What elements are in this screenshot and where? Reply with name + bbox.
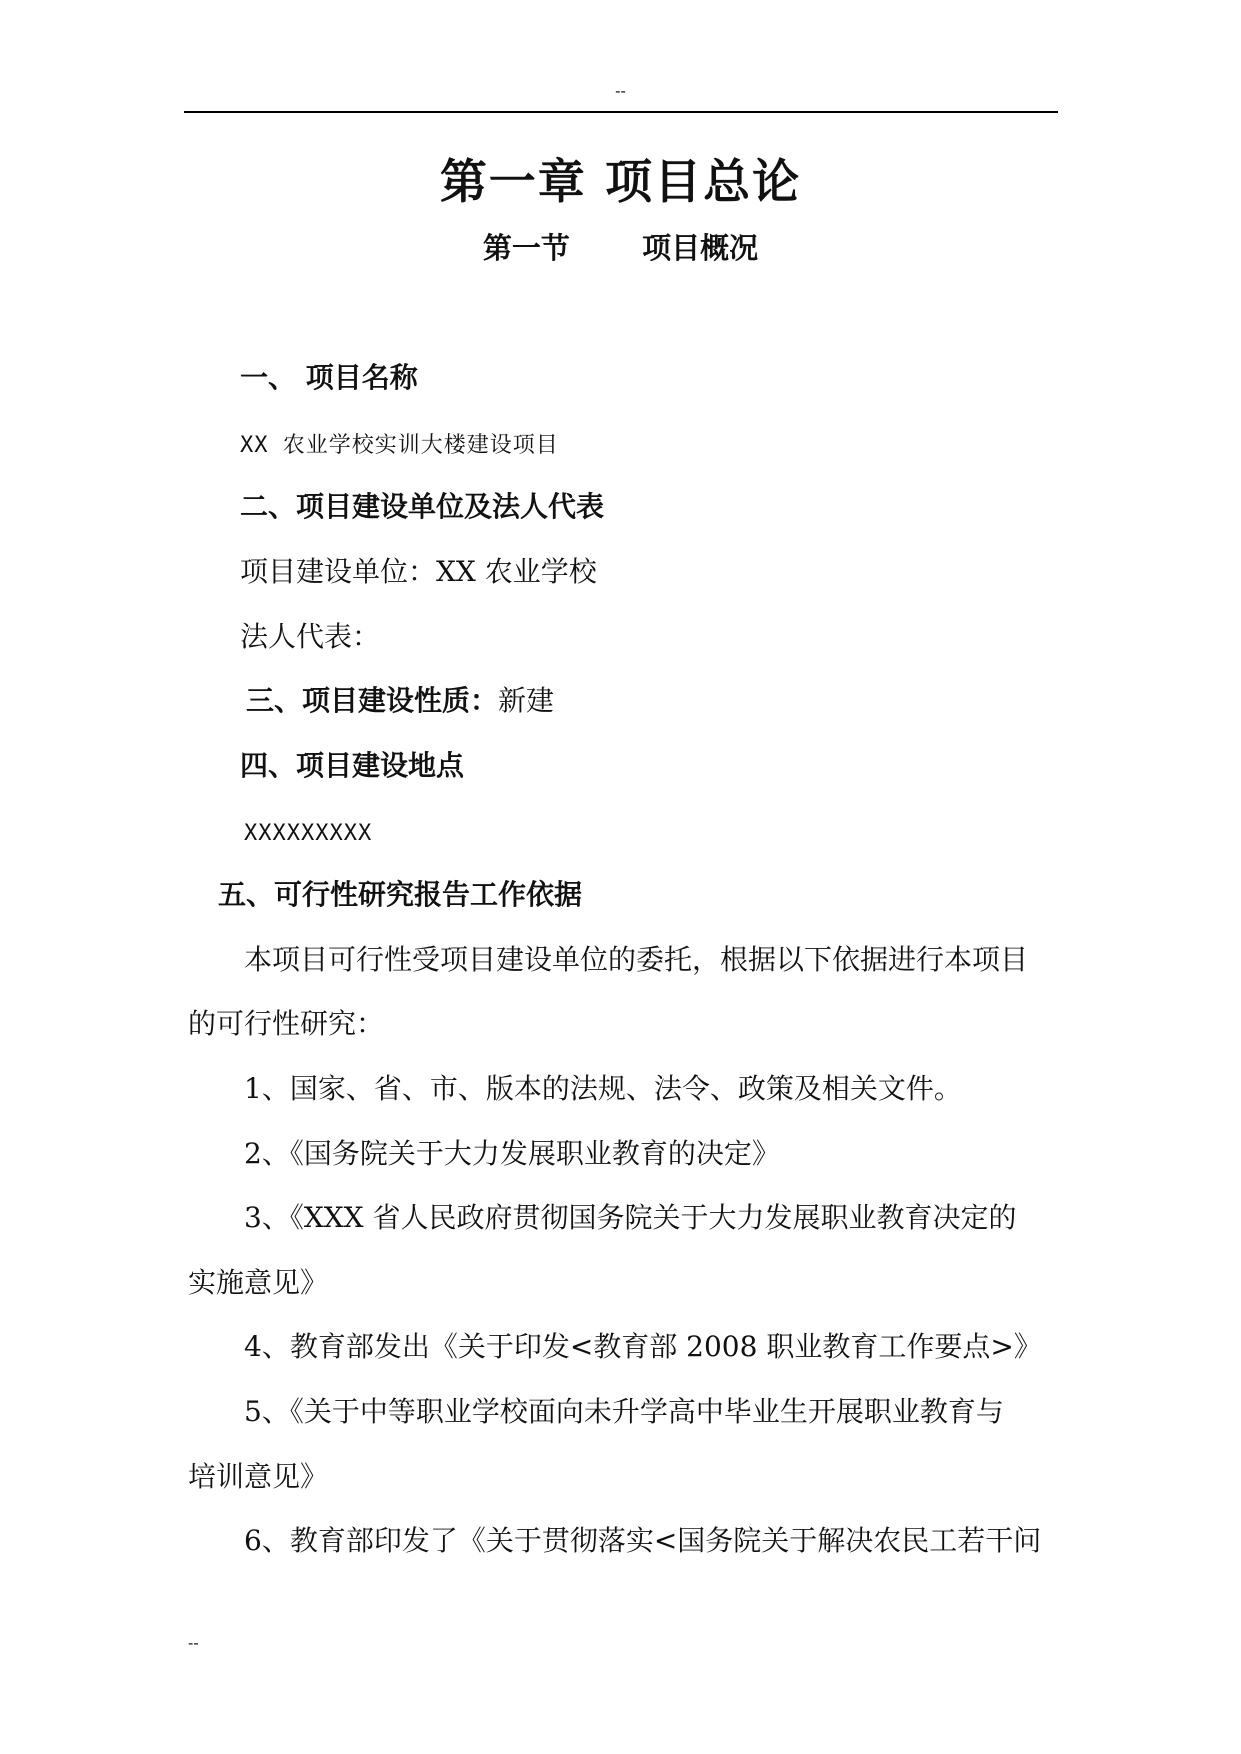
heading-construction-unit: 二、项目建设单位及法人代表: [240, 490, 605, 523]
basis-item-5-line-2: 培训意见》: [188, 1460, 329, 1493]
project-name-text: XX 农业学校实训大楼建设项目: [240, 433, 559, 458]
basis-item-3-line-2: 实施意见》: [188, 1266, 329, 1299]
header-divider: [184, 111, 1058, 113]
construction-site-row: [244, 811, 372, 854]
project-name-value: [240, 423, 559, 466]
basis-item-2: 2、《国务院关于大力发展职业教育的决定》: [244, 1137, 780, 1170]
heading-construction-nature: 三、项目建设性质：: [246, 684, 499, 717]
section-title: 第一节 项目概况: [482, 231, 759, 265]
construction-nature-row: [246, 681, 554, 721]
construction-unit-value: 项目建设单位：XX 农业学校: [240, 555, 597, 588]
heading-construction-site: 四、项目建设地点: [240, 749, 465, 782]
page-footer-mark: --: [188, 1635, 199, 1652]
basis-item-5-line-1: 5、《关于中等职业学校面向未升学高中毕业生开展职业教育与: [244, 1395, 1004, 1428]
construction-site-value: XXXXXXXXX: [244, 821, 373, 846]
basis-item-4: 4、教育部发出《关于印发<教育部 2008 职业教育工作要点>》: [244, 1330, 1042, 1363]
heading-feasibility-basis: 五、可行性研究报告工作依据: [218, 878, 583, 911]
heading-project-name: 一、 项目名称: [240, 361, 418, 394]
basis-intro-line-1: 本项目可行性受项目建设单位的委托，根据以下依据进行本项目: [244, 943, 1029, 976]
basis-item-6-line-1: 6、教育部印发了《关于贯彻落实<国务院关于解决农民工若干问: [244, 1524, 1042, 1557]
basis-item-1: 1、国家、省、市、版本的法规、法令、政策及相关文件。: [244, 1072, 962, 1105]
page-header-mark: --: [615, 83, 626, 100]
basis-intro-line-2: 的可行性研究：: [188, 1007, 385, 1040]
basis-item-3-line-1: 3、《XXX 省人民政府贯彻国务院关于大力发展职业教育决定的: [244, 1201, 1017, 1234]
chapter-title: 第一章 项目总论: [439, 155, 802, 210]
construction-nature-value: 新建: [498, 684, 555, 717]
legal-representative: 法人代表：: [240, 620, 381, 653]
